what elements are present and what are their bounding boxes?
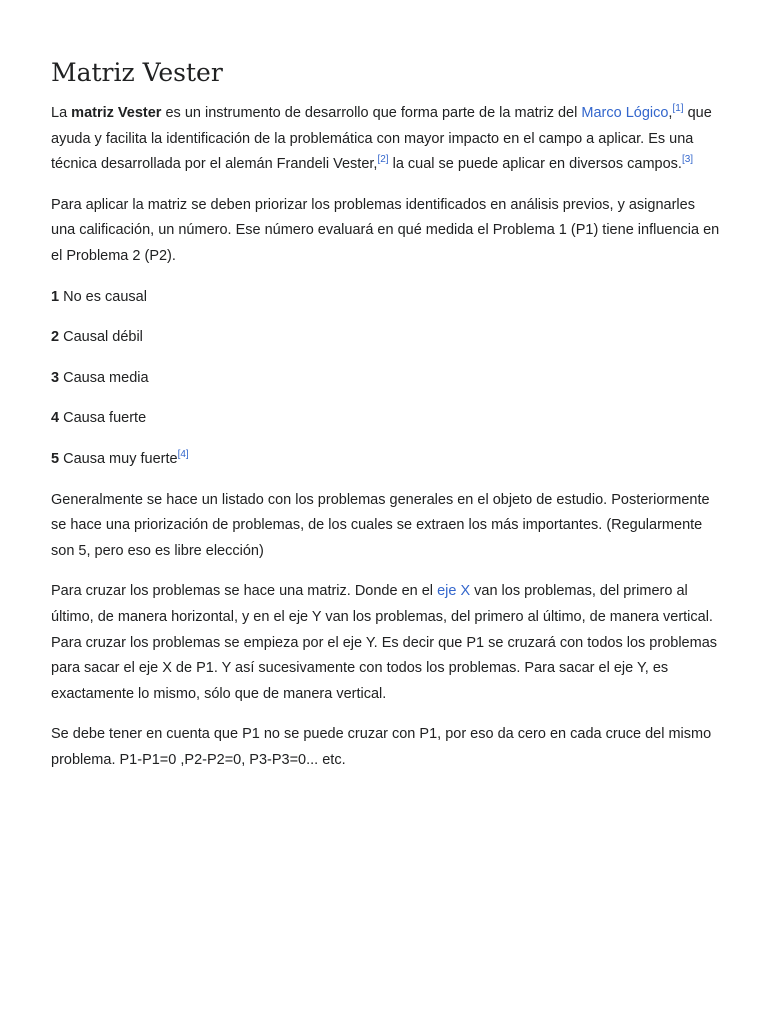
scale-label: Causal débil [59,329,143,346]
intro-text-4: que ayuda y facilita la identificación de la problemática con mayor impacto en el campo a aplicar. Es una técnica desarrollada por el alemán Frandeli Vester, [51,105,712,173]
intro-text-3: , [668,105,673,121]
scale-item-4 [51,406,723,432]
crossing-paragraph [51,579,723,707]
intro-bold-term: matriz Vester [71,105,162,121]
reference-3-link[interactable]: [3] [681,154,694,166]
intro-paragraph [51,101,723,178]
scale-item-5 [51,447,723,473]
method-paragraph: Para aplicar la matriz se deben priorizar los problemas identificados en análisis previos, y asignarles una calificación, un número. Ese número evaluará en qué medida el Problema 1 (P1) tiene influencia en el Problema 2 (P2). [51,196,720,264]
note-paragraph: Se debe tener en cuenta que P1 no se puede cruzar con P1, por eso da cero en cada cruce del mismo problema. P1-P1=0 ,P2-P2=0, P3-P3=0... etc. [51,726,712,768]
scale-item-3 [51,366,723,392]
scale-label: No es causal [59,288,147,305]
scale-item-2 [51,325,723,351]
listing-paragraph: Generalmente se hace un listado con los problemas generales en el objeto de estudio. Posteriormente se hace una priorización de problemas, de los cuales se extraen los más importantes. (Regularmente son 5, pero eso es libre elección) [51,491,710,559]
reference-4-link[interactable]: [4] [177,449,189,461]
scale-number: 4 [51,410,60,427]
crossing-text-1: Para cruzar los problemas se hace una matriz. Donde en el [51,583,438,600]
scale-number: 5 [51,450,60,467]
scale-number: 3 [51,369,60,386]
scale-label: Causa muy fuerte [59,450,178,467]
intro-text-2: es un instrumento de desarrollo que forma parte de la matriz del [161,105,582,121]
eje-x-link[interactable]: eje X [437,583,471,600]
scale-label: Causa fuerte [59,410,147,427]
scale-label: Causa media [59,369,149,386]
scale-item-1 [51,285,723,311]
scale-number: 2 [51,329,60,346]
reference-1-link[interactable]: [1] [672,103,684,115]
marco-logico-link[interactable]: Marco Lógico [581,105,669,121]
reference-2-link[interactable]: [2] [377,154,389,166]
scale-number: 1 [51,288,60,305]
crossing-text-2: van los problemas, del primero al último, de manera horizontal, y en el eje Y van los problemas, del primero al último, de manera vertical. Para cruzar los problemas se empieza por el eje Y. Es decir que P1 se cruzará con todos los problemas para sacar el eje X de P1. Y así sucesivamente con todos los problemas. Para sacar el eje Y, es exactamente lo mismo, sólo que de manera vertical. [51,583,718,702]
page-title: Matriz Vester [51,58,223,87]
article [51,54,723,788]
intro-text-1: La [51,105,72,121]
intro-text-5: la cual se puede aplicar en diversos campos. [388,156,682,173]
